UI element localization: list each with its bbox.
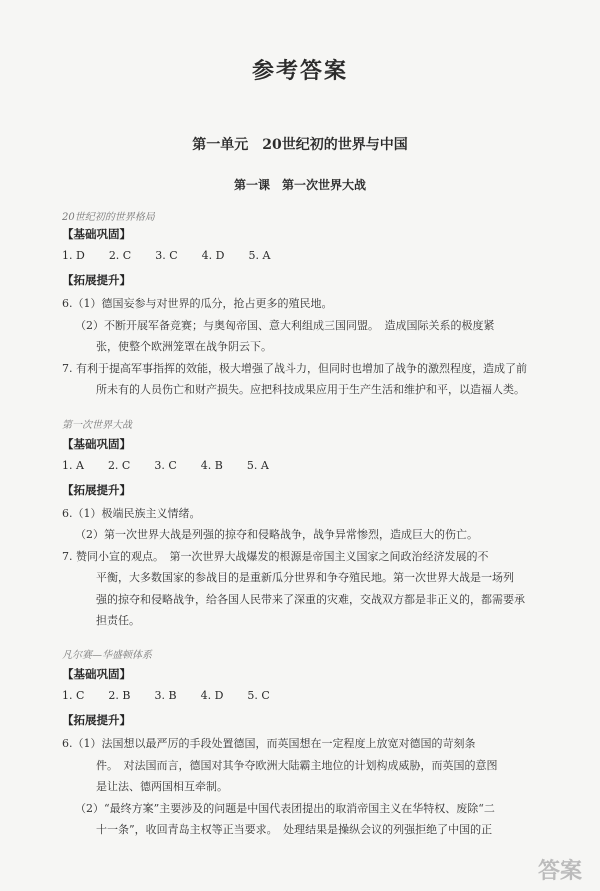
extend-label: 【拓展提升】 (62, 273, 131, 287)
basic-label: 【基础巩固】 (62, 227, 131, 241)
answer-line: 张，使整个欧洲笼罩在战争阴云下。 (96, 340, 272, 353)
answer-item: 5. C (247, 689, 270, 702)
answer-line: 担责任。 (96, 614, 140, 627)
answer-line: 7. 赞同小宣的观点。 第一次世界大战爆发的根源是帝国主义国家之间政治经济发展的不 (62, 550, 489, 563)
answer-item: 2. C (107, 459, 131, 472)
answer-item: 4. D (201, 249, 225, 262)
answer-line: 十一条”，收回青岛主权等正当要求。 处理结果是操纵会议的列强拒绝了中国的正 (96, 823, 493, 836)
section-title: 凡尔赛—华盛顿体系 (62, 650, 152, 661)
answer-line: （2）第一次世界大战是列强的掠夺和侵略战争，战争异常惨烈，造成巨大的伤亡。 (75, 528, 478, 541)
answer-item: 4. D (200, 689, 224, 702)
section-title: 第一次世界大战 (62, 420, 132, 431)
answer-item: 2. C (108, 249, 132, 262)
answer-item: 1. C (62, 689, 85, 702)
answer-item: 5. A (246, 459, 269, 472)
answer-line: 6.（1）极端民族主义情绪。 (62, 507, 201, 520)
answer-line: 所未有的人员伤亡和财产损失。应把科技成果应用于生产生活和维护和平，以造福人类。 (96, 383, 525, 396)
answer-item: 3. C (155, 249, 178, 262)
unit-heading: 第一单元 20世纪初的世界与中国 (192, 137, 408, 153)
corner-watermark: 答案 (537, 859, 582, 884)
answer-line: 件。 对法国而言，德国对其争夺欧洲大陆霸主地位的计划构成威胁，而英国的意图 (96, 759, 498, 772)
answer-line: 是让法、德两国相互牵制。 (96, 780, 228, 793)
answer-item: 3. B (154, 689, 177, 702)
page-title: 参考答案 (251, 58, 348, 84)
answer-line: （2）不断开展军备竞赛；与奥匈帝国、意大利组成三国同盟。 造成国际关系的极度紧 (75, 319, 495, 332)
extend-label: 【拓展提升】 (62, 483, 131, 497)
section-title: 20世纪初的世界格局 (62, 212, 155, 223)
answer-line: 强的掠夺和侵略战争，给各国人民带来了深重的灾难，交战双方都是非正义的，都需要承 (96, 593, 525, 606)
basic-label: 【基础巩固】 (62, 437, 131, 451)
answer-line: 平衡，大多数国家的参战目的是重新瓜分世界和争夺殖民地。第一次世界大战是一场列 (96, 571, 514, 584)
extend-label: 【拓展提升】 (62, 713, 131, 727)
answer-line: （2）“最终方案”主要涉及的问题是中国代表团提出的取消帝国主义在华特权、废除“二 (75, 802, 495, 815)
basic-label: 【基础巩固】 (62, 667, 131, 681)
answer-row (62, 689, 294, 702)
answer-line: 7. 有利于提高军事指挥的效能，极大增强了战斗力，但同时也增加了战争的激烈程度，造成了前 (62, 362, 527, 375)
answer-line: 6.（1）德国妄参与对世界的瓜分，抢占更多的殖民地。 (62, 297, 333, 310)
answer-item: 2. B (108, 689, 131, 702)
answer-item: 5. A (248, 249, 271, 262)
answer-item: 3. C (154, 459, 177, 472)
answer-row (62, 459, 293, 472)
lesson-heading: 第一课 第一次世界大战 (233, 178, 366, 192)
answer-item: 1. D (62, 249, 85, 262)
answer-row (62, 249, 294, 262)
answer-item: 1. A (62, 459, 84, 472)
answer-line: 6.（1）法国想以最严厉的手段处置德国，而英国想在一定程度上放宽对德国的苛刻条 (62, 737, 476, 750)
answer-item: 4. B (200, 459, 223, 472)
